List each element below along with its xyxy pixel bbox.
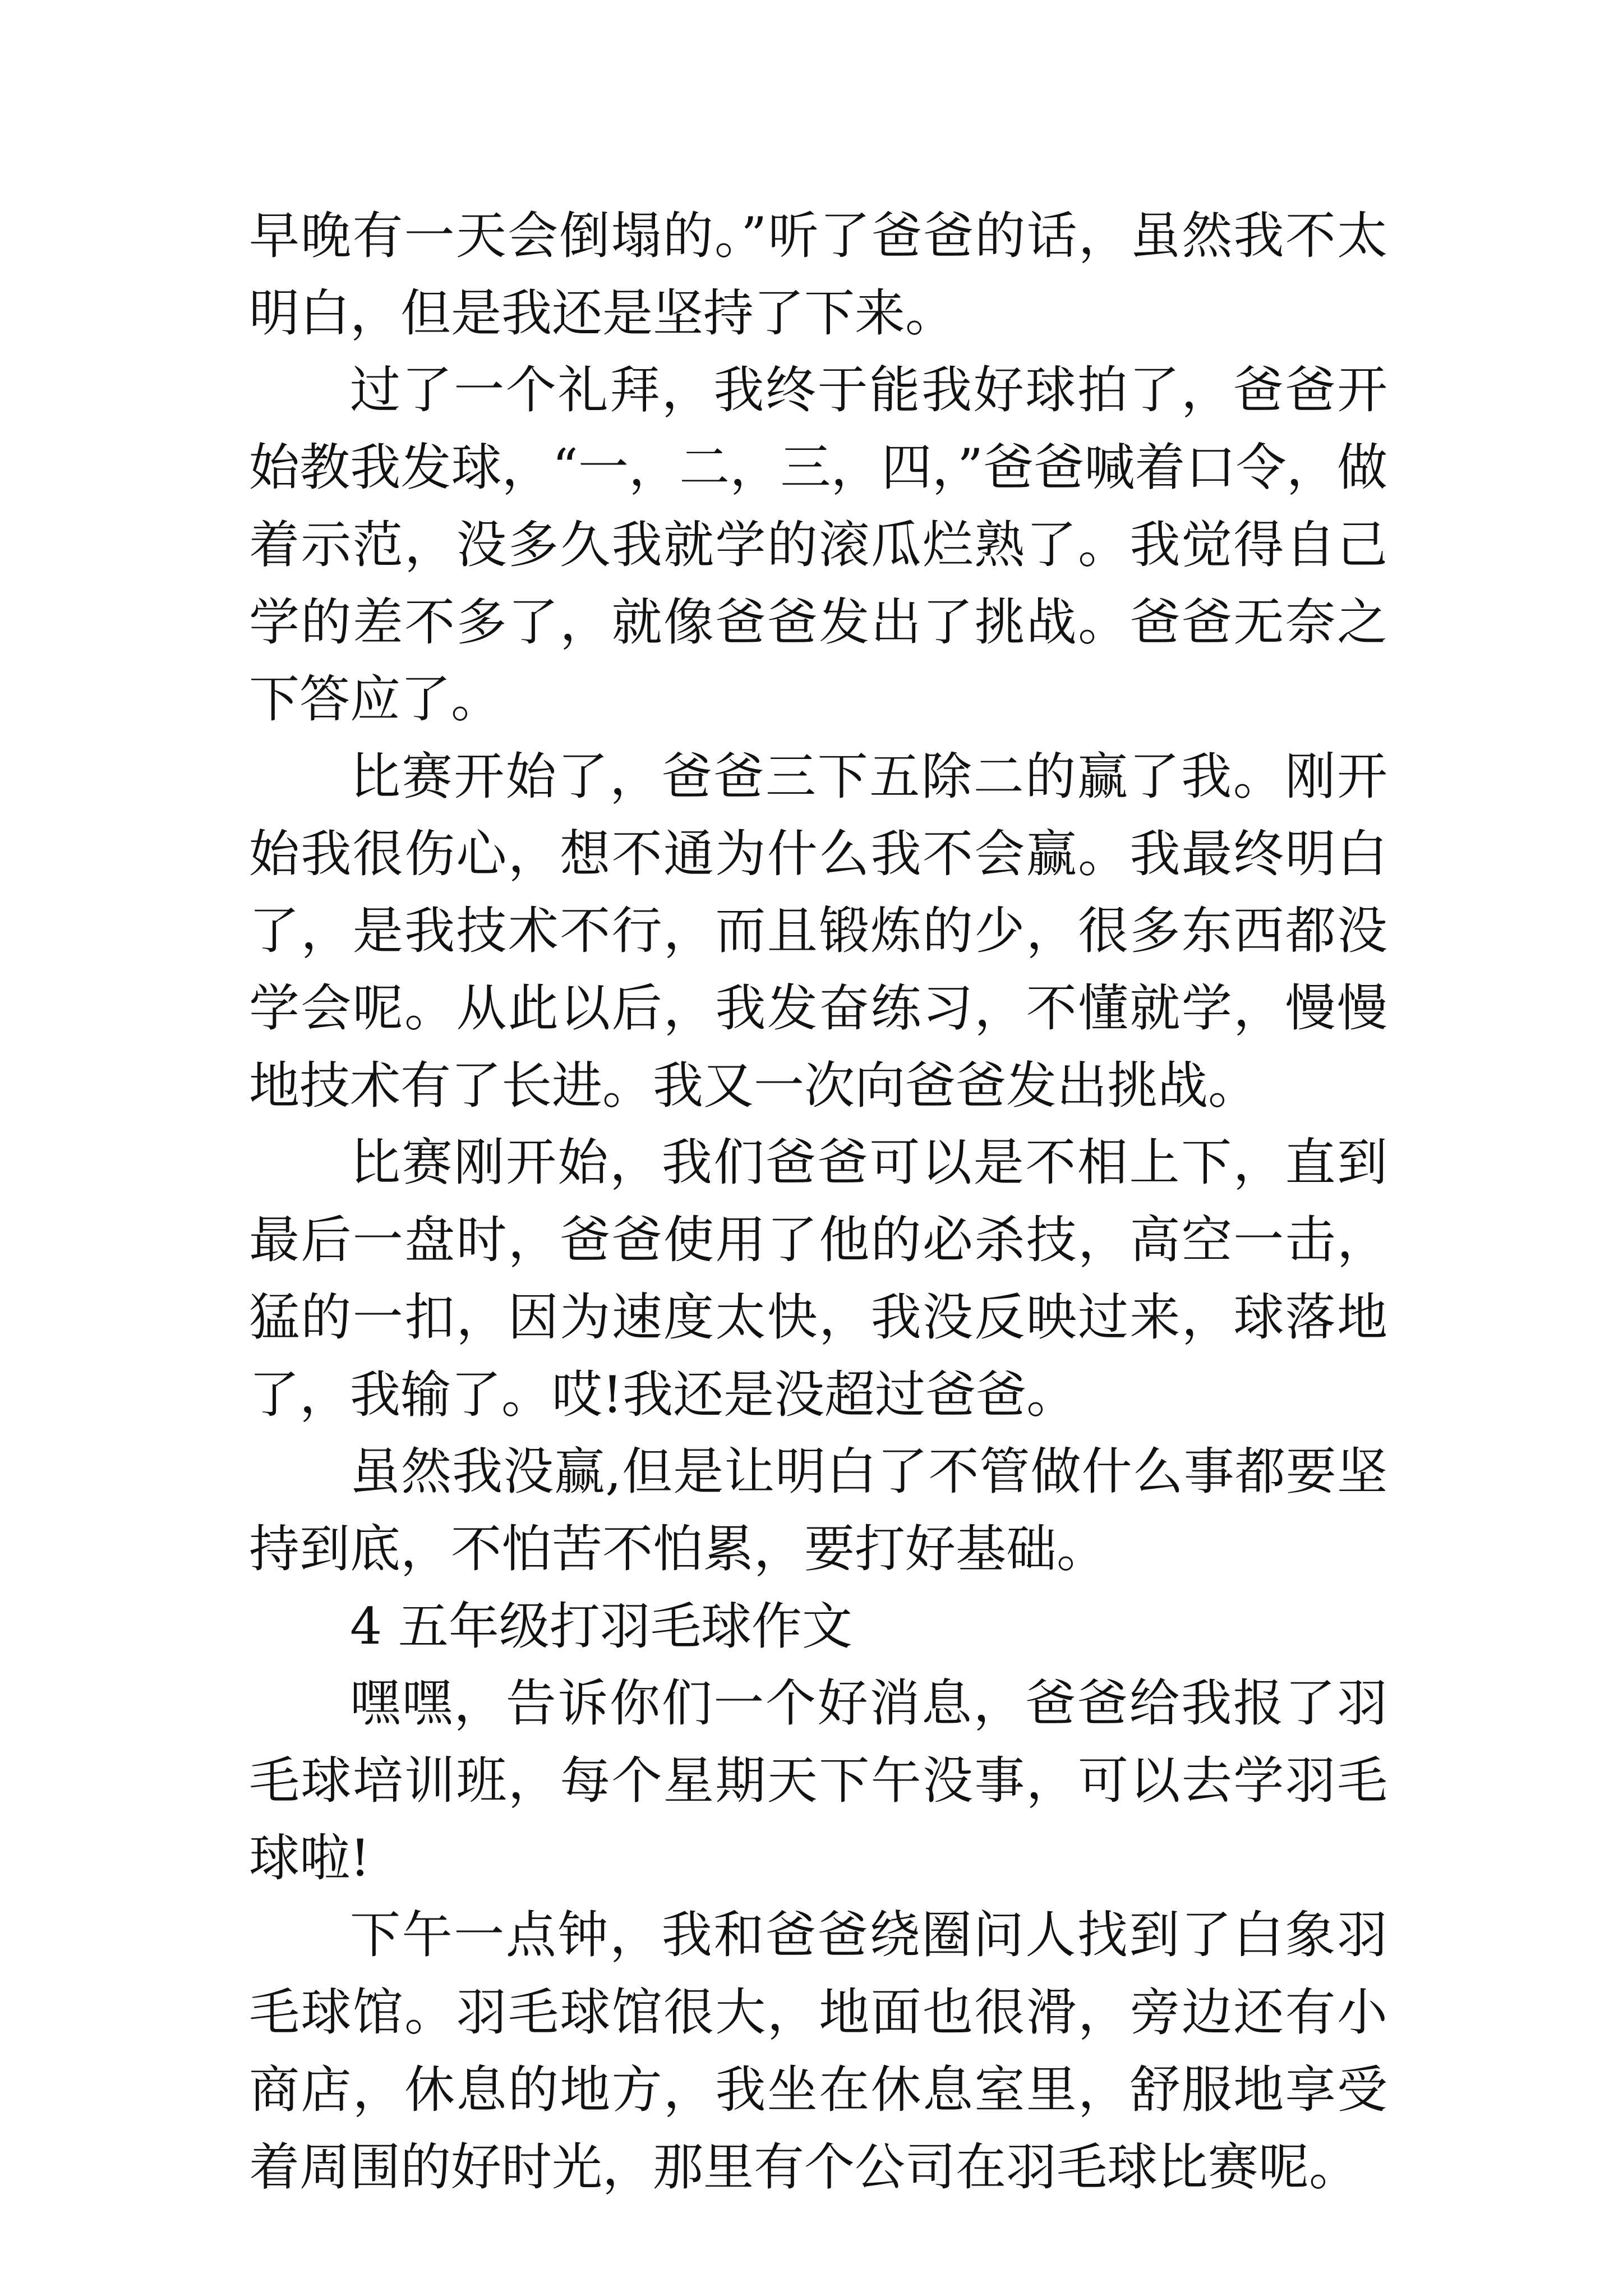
paragraph-1: 早晚有一天会倒塌的。”听了爸爸的话，虽然我不太明白，但是我还是坚持了下来。	[249, 206, 1387, 343]
paragraph-4: 比赛刚开始，我们爸爸可以是不相上下，直到最后一盘时，爸爸使用了他的必杀技，高空一击，猛的一扣，因为速度太快，我没反映过来，球落地了，我输了。哎!我还是没超过爸爸。	[249, 1133, 1387, 1424]
paragraph-7: 下午一点钟，我和爸爸绕圈问人找到了白象羽毛球馆。羽毛球馆很大，地面也很滑，旁边还有小商店，休息的地方，我坐在休息室里，舒服地享受着周围的好时光，那里有个公司在羽毛球比赛呢。	[249, 1906, 1387, 2197]
body-text	[249, 197, 1387, 2206]
paragraph-3: 比赛开始了，爸爸三下五除二的赢了我。刚开始我很伤心，想不通为什么我不会赢。我最终明白了，是我技术不行，而且锻炼的少，很多东西都没学会呢。从此以后，我发奋练习，不懂就学，慢慢地技术有了长进。我又一次向爸爸发出挑战。	[249, 747, 1387, 1115]
paragraph-2: 过了一个礼拜，我终于能我好球拍了，爸爸开始教我发球，“一，二，三，四，”爸爸喊着口令，做着示范，没多久我就学的滚瓜烂熟了。我觉得自己学的差不多了，就像爸爸发出了挑战。爸爸无奈之下答应了。	[249, 361, 1387, 729]
section-heading: 4 五年级打羽毛球作文	[350, 1596, 852, 1656]
paragraph-6: 嘿嘿，告诉你们一个好消息，爸爸给我报了羽毛球培训班，每个星期天下午没事，可以去学羽毛球啦!	[249, 1674, 1387, 1888]
paragraph-5: 虽然我没赢,但是让明白了不管做什么事都要坚持到底，不怕苦不怕累，要打好基础。	[249, 1442, 1387, 1579]
